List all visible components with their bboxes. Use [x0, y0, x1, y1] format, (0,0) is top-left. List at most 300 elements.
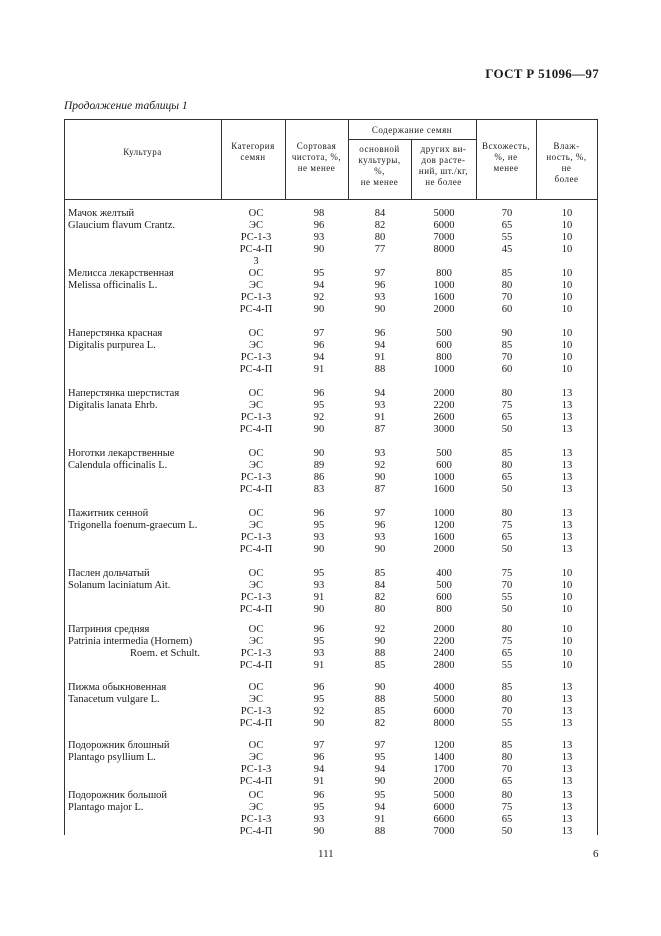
table-cell: 91	[313, 592, 325, 603]
table-cell: 13	[561, 706, 573, 717]
table-cell: 80	[501, 624, 513, 635]
culture-latin-name: Melissa officinalis L.	[68, 280, 158, 291]
table-cell: 96	[374, 328, 386, 339]
culture-russian-name: Мачок желтый	[68, 208, 135, 219]
table-row	[64, 592, 597, 604]
table-cell: 55	[501, 718, 513, 729]
table-row	[64, 706, 597, 718]
table-cell: ЭС	[249, 460, 263, 471]
table-row	[64, 412, 597, 424]
table-cell: 88	[374, 826, 386, 837]
table-row	[64, 660, 597, 672]
table-cell: 93	[313, 580, 325, 591]
table-cell: РС-4-П	[239, 660, 273, 671]
table-row	[64, 424, 597, 436]
table-cell: 93	[374, 292, 386, 303]
table-cell: РС-1-3	[240, 472, 272, 483]
table-cell: 80	[501, 460, 513, 471]
table-row	[64, 752, 597, 764]
table-row	[64, 304, 597, 316]
table-cell: 60	[501, 364, 513, 375]
table-cell: 70	[501, 706, 513, 717]
table-cell: 1000	[433, 472, 455, 483]
table-cell: ЭС	[249, 520, 263, 531]
table-cell: 13	[561, 520, 573, 531]
table-cell: 65	[501, 814, 513, 825]
table-row	[64, 364, 597, 376]
table-cell: 2200	[433, 400, 455, 411]
culture-russian-name: Наперстянка шерстистая	[68, 388, 180, 399]
table-cell: 500	[436, 580, 452, 591]
table-cell: 94	[374, 802, 386, 813]
table-cell: 91	[374, 352, 386, 363]
table-row	[64, 520, 597, 532]
table-row	[64, 790, 597, 802]
table-cell: 55	[501, 232, 513, 243]
table-cell: РС-1-3	[240, 764, 272, 775]
culture-latin-name: Calendula officinalis L.	[68, 460, 168, 471]
header-moisture: Влаж- ность, %, не более	[546, 141, 587, 184]
table-cell: ОС	[248, 268, 264, 279]
table-cell: 93	[313, 232, 325, 243]
table-cell: 93	[313, 648, 325, 659]
table-cell: 90	[313, 304, 325, 315]
table-cell: 1600	[433, 484, 455, 495]
table-cell: ОС	[248, 448, 264, 459]
table-cell: 92	[374, 624, 386, 635]
table-cell: 88	[374, 694, 386, 705]
table-cell: РС-4-П	[239, 304, 273, 315]
table-cell: 96	[374, 280, 386, 291]
table-cell: 70	[501, 764, 513, 775]
table-cell: 2200	[433, 636, 455, 647]
table-cell: 13	[561, 718, 573, 729]
table-cell: 10	[561, 268, 573, 279]
table-cell: РС-1-3	[240, 814, 272, 825]
table-cell: 94	[313, 280, 325, 291]
table-cell: 1000	[433, 508, 455, 519]
table-cell: 65	[501, 472, 513, 483]
table-cell: 10	[561, 604, 573, 615]
table-cell: 5000	[433, 208, 455, 219]
table-cell: 90	[313, 448, 325, 459]
table-cell: 65	[501, 776, 513, 787]
table-cell: 50	[501, 424, 513, 435]
table-cell: РС-4-П	[239, 544, 273, 555]
table-cell: 92	[313, 292, 325, 303]
header-other-species: других ви- дов расте- ний, шт./кг, не более	[418, 144, 469, 187]
content-subheader-line	[348, 139, 476, 140]
table-cell: 10	[561, 292, 573, 303]
table-cell: 2000	[433, 544, 455, 555]
table-cell: 13	[561, 694, 573, 705]
table-cell: 5000	[433, 790, 455, 801]
table-cell: 13	[561, 400, 573, 411]
table-cell: 2400	[433, 648, 455, 659]
table-cell: 90	[374, 304, 386, 315]
table-cell: 10	[561, 328, 573, 339]
table-cell: 88	[374, 648, 386, 659]
table-cell: 96	[313, 790, 325, 801]
table-cell: 93	[313, 532, 325, 543]
table-cell: 97	[374, 268, 386, 279]
culture-russian-name: Подорожник блошный	[68, 740, 170, 751]
table-cell: 96	[313, 508, 325, 519]
culture-latin-name: Plantago major L.	[68, 802, 144, 813]
table-cell: 83	[313, 484, 325, 495]
header-bottom-border	[64, 199, 597, 200]
table-cell: 1000	[433, 364, 455, 375]
table-cell: ЭС	[249, 340, 263, 351]
table-row	[64, 280, 597, 292]
table-row	[64, 532, 597, 544]
table-row	[64, 544, 597, 556]
table-cell: 2800	[433, 660, 455, 671]
table-cell: ЭС	[249, 220, 263, 231]
continuation-caption: Продолжение таблицы 1	[64, 100, 188, 112]
table-row	[64, 814, 597, 826]
table-cell: 13	[561, 814, 573, 825]
table-cell: 80	[501, 752, 513, 763]
table-cell: 13	[561, 790, 573, 801]
table-cell: 96	[313, 220, 325, 231]
table-cell: 85	[374, 568, 386, 579]
table-cell: 6000	[433, 706, 455, 717]
table-cell: 75	[501, 802, 513, 813]
table-cell: 95	[313, 520, 325, 531]
table-row	[64, 508, 597, 520]
table-cell: 2000	[433, 624, 455, 635]
table-cell: 10	[561, 208, 573, 219]
header-culture: Культура	[123, 147, 162, 157]
culture-latin-name: Roem. et Schult.	[130, 648, 200, 659]
culture-russian-name: Патриния средняя	[68, 624, 150, 635]
table-cell: 45	[501, 244, 513, 255]
table-cell: 90	[313, 244, 325, 255]
table-row	[64, 694, 597, 706]
table-top-border	[64, 119, 597, 120]
table-cell: 96	[313, 340, 325, 351]
table-cell: 10	[561, 352, 573, 363]
table-cell: 2600	[433, 412, 455, 423]
table-cell: РС-1-3	[240, 352, 272, 363]
table-cell: 10	[561, 364, 573, 375]
table-cell: ЭС	[249, 280, 263, 291]
table-cell: 10	[561, 660, 573, 671]
culture-russian-name: Наперстянка красная	[68, 328, 163, 339]
table-cell: 92	[313, 412, 325, 423]
table-cell: 80	[501, 694, 513, 705]
table-cell: 80	[501, 280, 513, 291]
table-cell: 65	[501, 220, 513, 231]
table-cell: 6000	[433, 802, 455, 813]
table-cell: 50	[501, 484, 513, 495]
table-row	[64, 636, 597, 648]
table-cell: 90	[313, 604, 325, 615]
table-cell: 92	[313, 706, 325, 717]
table-row	[64, 448, 597, 460]
table-cell: ЭС	[249, 752, 263, 763]
table-cell: 94	[374, 388, 386, 399]
table-cell: 85	[374, 706, 386, 717]
table-cell: 2000	[433, 776, 455, 787]
table-cell: 97	[374, 508, 386, 519]
table-cell: 95	[313, 802, 325, 813]
table-cell: ЭС	[249, 694, 263, 705]
table-row	[64, 802, 597, 814]
table-cell: 95	[313, 636, 325, 647]
table-cell: 80	[374, 604, 386, 615]
table-cell: ОС	[248, 508, 264, 519]
table-cell: 80	[374, 232, 386, 243]
table-row	[64, 244, 597, 256]
table-cell: 90	[313, 718, 325, 729]
table-row	[64, 220, 597, 232]
culture-latin-name: Trigonella foenum-graecum L.	[68, 520, 198, 531]
table-cell: 3	[253, 256, 259, 267]
table-cell: 1600	[433, 292, 455, 303]
table-cell: 84	[374, 208, 386, 219]
page-number: 111	[318, 848, 334, 860]
table-cell: ОС	[248, 568, 264, 579]
table-cell: 10	[561, 340, 573, 351]
table-cell: 82	[374, 220, 386, 231]
table-cell: 13	[561, 544, 573, 555]
table-cell: 600	[436, 340, 452, 351]
table-cell: ОС	[248, 388, 264, 399]
table-row	[64, 682, 597, 694]
table-cell: 13	[561, 776, 573, 787]
table-cell: 75	[501, 636, 513, 647]
table-cell: РС-1-3	[240, 532, 272, 543]
table-row	[64, 208, 597, 220]
table-cell: 90	[374, 776, 386, 787]
table-cell: 500	[436, 328, 452, 339]
table-cell: 10	[561, 232, 573, 243]
table-cell: 13	[561, 508, 573, 519]
table-cell: 90	[374, 544, 386, 555]
table-cell: 13	[561, 424, 573, 435]
table-cell: 97	[313, 740, 325, 751]
table-cell: 8000	[433, 244, 455, 255]
table-cell: 10	[561, 304, 573, 315]
table-cell: 50	[501, 826, 513, 837]
table-cell: 86	[313, 472, 325, 483]
culture-latin-name: Solanum laciniatum Ait.	[68, 580, 171, 591]
table-cell: РС-4-П	[239, 484, 273, 495]
table-cell: 6000	[433, 220, 455, 231]
table-cell: 91	[313, 364, 325, 375]
culture-latin-name: Patrinia intermedia (Hornem)	[68, 636, 193, 647]
table-cell: 91	[313, 776, 325, 787]
table-cell: 95	[374, 752, 386, 763]
table-row	[64, 568, 597, 580]
table-row	[64, 484, 597, 496]
table-cell: 500	[436, 448, 452, 459]
table-cell: 13	[561, 802, 573, 813]
table-cell: 91	[313, 660, 325, 671]
table-cell: 10	[561, 636, 573, 647]
table-cell: 400	[436, 568, 452, 579]
table-cell: РС-1-3	[240, 648, 272, 659]
table-cell: 3000	[433, 424, 455, 435]
table-cell: 1200	[433, 520, 455, 531]
table-cell: РС-4-П	[239, 244, 273, 255]
table-cell: РС-4-П	[239, 364, 273, 375]
table-cell: 93	[374, 400, 386, 411]
table-cell: 2000	[433, 304, 455, 315]
culture-russian-name: Пажитник сенной	[68, 508, 149, 519]
table-cell: 94	[374, 340, 386, 351]
table-cell: РС-1-3	[240, 706, 272, 717]
table-cell: 85	[501, 740, 513, 751]
table-row	[64, 268, 597, 280]
table-cell: 93	[374, 532, 386, 543]
header-category: Категория семян	[231, 141, 275, 162]
table-cell: 85	[374, 660, 386, 671]
table-cell: РС-4-П	[239, 826, 273, 837]
table-row	[64, 718, 597, 730]
table-cell: 10	[561, 580, 573, 591]
table-cell: 600	[436, 592, 452, 603]
culture-latin-name: Digitalis lanata Ehrb.	[68, 400, 158, 411]
table-cell: РС-1-3	[240, 232, 272, 243]
table-cell: 95	[313, 694, 325, 705]
table-cell: 75	[501, 568, 513, 579]
standard-code: ГОСТ Р 51096—97	[485, 66, 599, 81]
table-row	[64, 352, 597, 364]
culture-russian-name: Паслен дольчатый	[68, 568, 150, 579]
table-cell: 6600	[433, 814, 455, 825]
table-cell: 13	[561, 388, 573, 399]
table-row	[64, 292, 597, 304]
table-cell: 96	[313, 682, 325, 693]
table-cell: 94	[374, 764, 386, 775]
table-cell: 70	[501, 292, 513, 303]
table-cell: 89	[313, 460, 325, 471]
table-cell: 65	[501, 532, 513, 543]
table-cell: 75	[501, 520, 513, 531]
table-cell: 87	[374, 424, 386, 435]
table-cell: 93	[374, 448, 386, 459]
table-cell: 13	[561, 682, 573, 693]
table-cell: 90	[313, 544, 325, 555]
culture-latin-name: Plantago psyllium L.	[68, 752, 156, 763]
table-cell: 10	[561, 568, 573, 579]
table-cell: 95	[313, 568, 325, 579]
table-cell: 90	[313, 826, 325, 837]
table-cell: 13	[561, 764, 573, 775]
table-row	[64, 624, 597, 636]
table-cell: 13	[561, 532, 573, 543]
sheet-number: 6	[593, 848, 599, 860]
table-row	[64, 328, 597, 340]
table-cell: 1700	[433, 764, 455, 775]
table-cell: ОС	[248, 790, 264, 801]
table-cell: 13	[561, 472, 573, 483]
table-cell: 98	[313, 208, 325, 219]
table-cell: РС-1-3	[240, 292, 272, 303]
table-cell: 1600	[433, 532, 455, 543]
table-cell: 95	[313, 268, 325, 279]
table-cell: 88	[374, 364, 386, 375]
table-cell: 13	[561, 752, 573, 763]
table-row	[64, 340, 597, 352]
culture-russian-name: Ноготки лекарственные	[68, 448, 175, 459]
table-cell: 94	[313, 352, 325, 363]
table-cell: 91	[374, 814, 386, 825]
table-cell: ЭС	[249, 580, 263, 591]
table-cell: 87	[374, 484, 386, 495]
table-row	[64, 604, 597, 616]
table-cell: 96	[313, 752, 325, 763]
table-cell: 55	[501, 592, 513, 603]
table-cell: 85	[501, 448, 513, 459]
table-cell: 10	[561, 624, 573, 635]
table-cell: 65	[501, 412, 513, 423]
table-cell: 1200	[433, 740, 455, 751]
table-cell: 97	[313, 328, 325, 339]
table-row	[64, 472, 597, 484]
table-row	[64, 256, 597, 268]
table-cell: 96	[313, 388, 325, 399]
table-cell: ОС	[248, 208, 264, 219]
table-cell: 7000	[433, 232, 455, 243]
table-cell: РС-1-3	[240, 592, 272, 603]
table-cell: 90	[501, 328, 513, 339]
culture-russian-name: Пижма обыкновенная	[68, 682, 167, 693]
table-cell: ОС	[248, 328, 264, 339]
table-cell: 4000	[433, 682, 455, 693]
table-cell: 7000	[433, 826, 455, 837]
table-row	[64, 232, 597, 244]
table-row	[64, 388, 597, 400]
table-cell: 13	[561, 740, 573, 751]
table-cell: 13	[561, 826, 573, 837]
table-cell: 2000	[433, 388, 455, 399]
table-cell: 1000	[433, 280, 455, 291]
table-cell: 13	[561, 460, 573, 471]
table-cell: 90	[374, 472, 386, 483]
culture-latin-name: Tanacetum vulgare L.	[68, 694, 160, 705]
table-cell: ЭС	[249, 400, 263, 411]
table-cell: 50	[501, 544, 513, 555]
table-cell: 70	[501, 208, 513, 219]
table-cell: РС-4-П	[239, 718, 273, 729]
table-cell: 75	[501, 400, 513, 411]
table-cell: ОС	[248, 682, 264, 693]
table-cell: 80	[501, 508, 513, 519]
table-cell: 80	[501, 790, 513, 801]
table-cell: 10	[561, 648, 573, 659]
table-cell: 90	[313, 424, 325, 435]
table-cell: РС-4-П	[239, 604, 273, 615]
table-cell: 82	[374, 592, 386, 603]
table-row	[64, 648, 597, 660]
table-row	[64, 580, 597, 592]
header-purity: Сортовая чистота, %, не менее	[291, 141, 342, 173]
table-cell: 95	[313, 400, 325, 411]
table-cell: 13	[561, 484, 573, 495]
culture-latin-name: Glaucium flavum Crantz.	[68, 220, 176, 231]
table-row	[64, 764, 597, 776]
header-main-crop: основной культуры, %, не менее	[358, 144, 401, 187]
table-cell: 91	[374, 412, 386, 423]
table-cell: 93	[313, 814, 325, 825]
table-cell: 10	[561, 244, 573, 255]
table-cell: 85	[501, 268, 513, 279]
table-row	[64, 826, 597, 838]
